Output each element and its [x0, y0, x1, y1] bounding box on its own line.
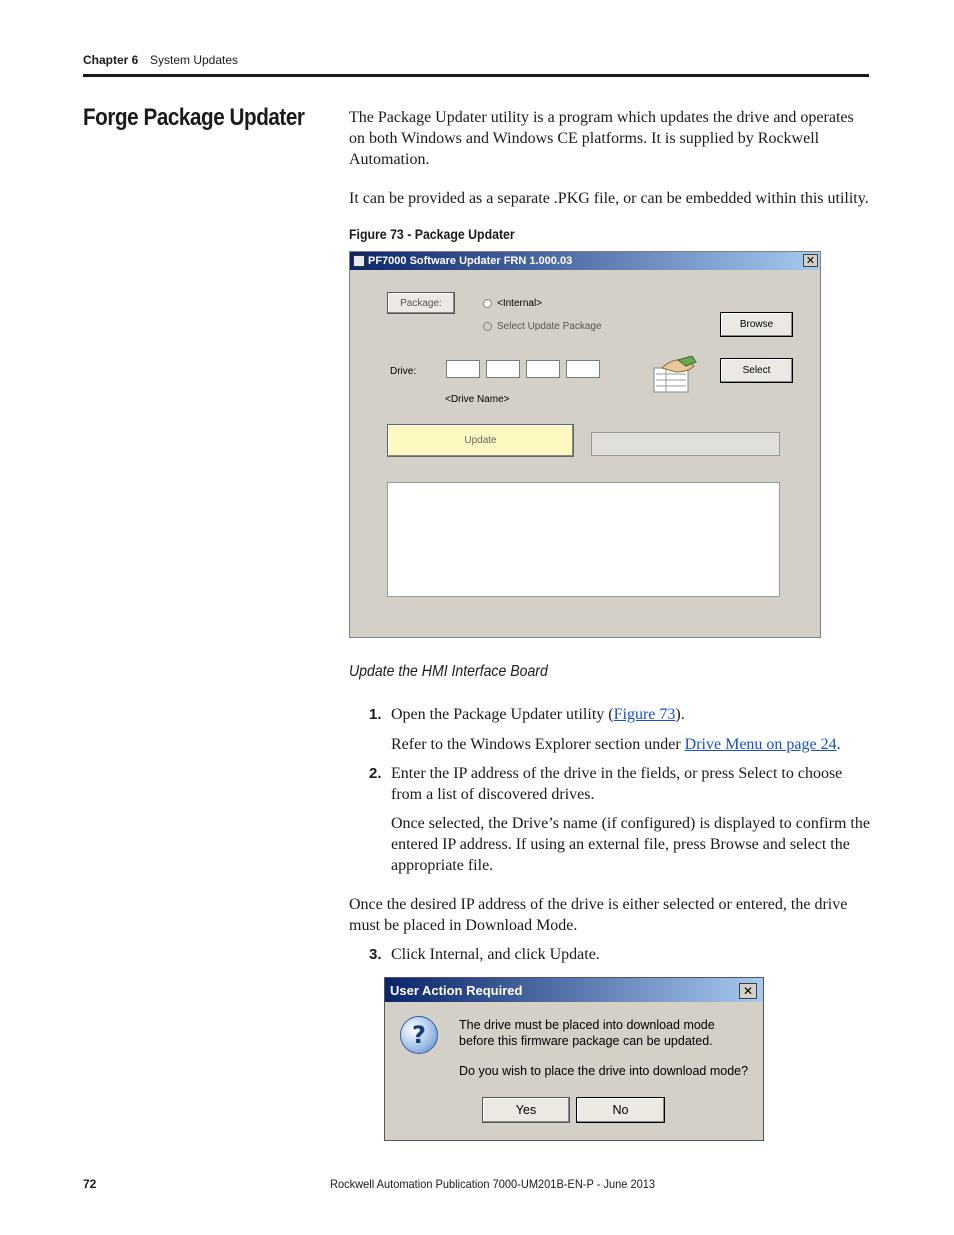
radio-select-package[interactable]	[483, 322, 492, 331]
step-1-number: 1.	[369, 706, 382, 723]
close-icon[interactable]: ✕	[803, 254, 818, 267]
dialog-title: User Action Required	[390, 982, 523, 998]
yes-button[interactable]: Yes	[482, 1097, 570, 1123]
dialog-message-line-1: The drive must be placed into download mode	[459, 1018, 715, 1032]
log-output-area[interactable]	[387, 482, 780, 597]
subhead: Update the HMI Interface Board	[349, 663, 548, 680]
progress-field	[591, 432, 780, 456]
step-2-text: Enter the IP address of the drive in the fields, or press Select to choose from a list of discovered drives.	[391, 765, 843, 803]
no-button[interactable]: No	[576, 1097, 665, 1123]
drive-menu-link[interactable]: Drive Menu on page 24	[684, 736, 837, 753]
step-2-note: Once selected, the Drive’s name (if configured) is displayed to confirm the entered IP address. If using an external file, press Browse and select the appropriate file.	[391, 815, 870, 874]
step-3-number: 3.	[369, 946, 382, 963]
package-button[interactable]: Package:	[387, 292, 455, 314]
browse-button[interactable]: Browse	[720, 312, 793, 337]
step-3-text: Click Internal, and click Update.	[391, 946, 600, 963]
dialog-message-line-2: before this firmware package can be updated.	[459, 1034, 713, 1048]
dialog-title-bar	[385, 978, 763, 1002]
radio-internal-label: <Internal>	[497, 298, 543, 309]
header-rule	[83, 74, 869, 77]
ip-octet-3-input[interactable]	[526, 360, 560, 378]
ip-octet-2-input[interactable]	[486, 360, 520, 378]
section-title: Forge Package Updater	[83, 104, 305, 131]
step-1-note: Refer to the Windows Explorer section under Drive Menu on page 24.	[391, 736, 841, 753]
figure-73-link[interactable]: Figure 73	[613, 706, 676, 723]
ip-octet-1-input[interactable]	[446, 360, 480, 378]
window-title: PF7000 Software Updater FRN 1.000.03	[368, 255, 573, 267]
drive-label: Drive:	[390, 366, 417, 377]
chapter-label: Chapter 6	[83, 53, 139, 67]
chapter-title: System Updates	[150, 53, 239, 67]
select-button[interactable]: Select	[720, 358, 793, 383]
app-icon	[353, 255, 365, 267]
step-1-text: Open the Package Updater utility (Figure 73).	[391, 706, 685, 723]
intro-paragraph-1: The Package Updater utility is a program which updates the drive and operates on both Windows and Windows CE platforms. It is supplied by Rockwell Automation.	[349, 109, 854, 168]
window-title-bar	[350, 252, 820, 270]
user-action-dialog	[384, 977, 764, 1141]
drive-name-label: <Drive Name>	[445, 394, 510, 405]
radio-select-package-label: Select Update Package	[497, 321, 602, 332]
dialog-close-icon[interactable]: ✕	[739, 983, 757, 999]
package-updater-window	[349, 251, 821, 638]
figure-caption: Figure 73 - Package Updater	[349, 226, 515, 242]
dialog-question: Do you wish to place the drive into download mode?	[459, 1064, 749, 1078]
radio-internal[interactable]	[483, 299, 492, 308]
network-hand-icon	[652, 356, 698, 394]
page-number: 72	[83, 1177, 97, 1191]
step-2-number: 2.	[369, 765, 382, 782]
mid-paragraph: Once the desired IP address of the drive is either selected or entered, the drive must be placed in Download Mode.	[349, 896, 848, 934]
intro-paragraph-2: It can be provided as a separate .PKG file, or can be embedded within this utility.	[349, 190, 869, 207]
publication-info: Rockwell Automation Publication 7000-UM201B-EN-P - June 2013	[330, 1177, 656, 1191]
ip-octet-4-input[interactable]	[566, 360, 600, 378]
question-icon: ?	[400, 1016, 438, 1054]
update-button[interactable]: Update	[387, 424, 574, 457]
